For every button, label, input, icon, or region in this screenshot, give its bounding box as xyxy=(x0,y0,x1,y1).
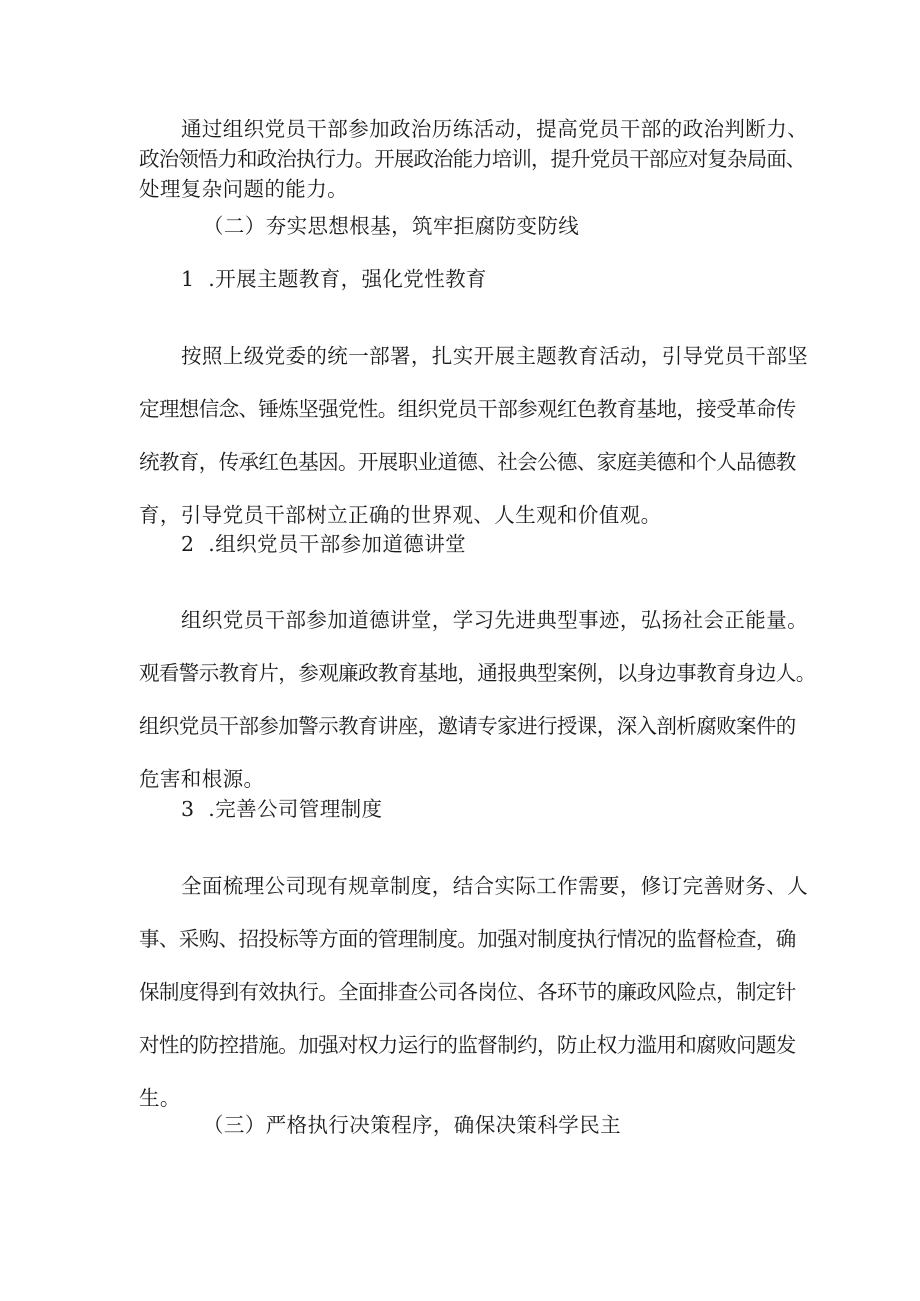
subheading-1 xyxy=(139,264,791,294)
subheading-text: 3 .完善公司管理制度 xyxy=(181,797,383,821)
paragraph-ethics-lecture xyxy=(139,594,816,806)
paragraph-line: 生。 xyxy=(139,1086,181,1110)
subheading-text: 2 .组织党员干部参加道德讲堂 xyxy=(181,532,466,556)
paragraph-line: 对性的防控措施。加强对权力运行的监督制约，防止权力滥用和腐败问题发 xyxy=(139,1033,796,1057)
paragraph-line: 组织党员干部参加警示教育讲座，邀请专家进行授课，深入剖析腐败案件的 xyxy=(139,714,796,738)
paragraph-line: 事、采购、招投标等方面的管理制度。加强对制度执行情况的监督检查，确 xyxy=(139,927,796,951)
paragraph-line: 危害和根源。 xyxy=(139,767,265,791)
paragraph-political-training xyxy=(139,114,808,204)
paragraph-line: 按照上级党委的统一部署，扎实开展主题教育活动，引导党员干部坚 xyxy=(181,344,808,368)
section-heading-text: （三）严格执行决策程序，确保决策科学民主 xyxy=(203,1113,621,1137)
paragraph-line: 通过组织党员干部参加政治历练活动，提高党员干部的政治判断力、 xyxy=(181,117,808,141)
paragraph-line: 全面梳理公司现有规章制度，结合实际工作需要，修订完善财务、人 xyxy=(181,874,808,898)
subheading-2 xyxy=(139,529,791,559)
paragraph-line: 组织党员干部参加道德讲堂，学习先进典型事迹，弘扬社会正能量。 xyxy=(181,608,808,632)
paragraph-line: 统教育，传承红色基因。开展职业道德、社会公德、家庭美德和个人品德教 xyxy=(139,450,796,474)
section-heading-3 xyxy=(139,1110,791,1140)
paragraph-line: 观看警示教育片，参观廉政教育基地，通报典型案例，以身边事教育身边人。 xyxy=(139,661,816,685)
paragraph-line: 定理想信念、锤炼坚强党性。组织党员干部参观红色教育基地，接受革命传 xyxy=(139,397,796,421)
paragraph-line: 保制度得到有效执行。全面排查公司各岗位、各环节的廉政风险点，制定针 xyxy=(139,980,796,1004)
subheading-3 xyxy=(139,794,791,824)
subheading-text: 1 .开展主题教育，强化党性教育 xyxy=(181,267,487,291)
section-heading-2 xyxy=(139,211,791,241)
section-heading-text: （二）夯实思想根基，筑牢拒腐防变防线 xyxy=(203,214,580,238)
paragraph-line: 政治领悟力和政治执行力。开展政治能力培训，提升党员干部应对复杂局面、 xyxy=(139,147,806,171)
paragraph-management-system xyxy=(139,860,808,1125)
paragraph-line: 处理复杂问题的能力。 xyxy=(139,177,348,201)
paragraph-theme-education xyxy=(139,330,808,542)
paragraph-line: 育，引导党员干部树立正确的世界观、人生观和价值观。 xyxy=(139,503,662,527)
